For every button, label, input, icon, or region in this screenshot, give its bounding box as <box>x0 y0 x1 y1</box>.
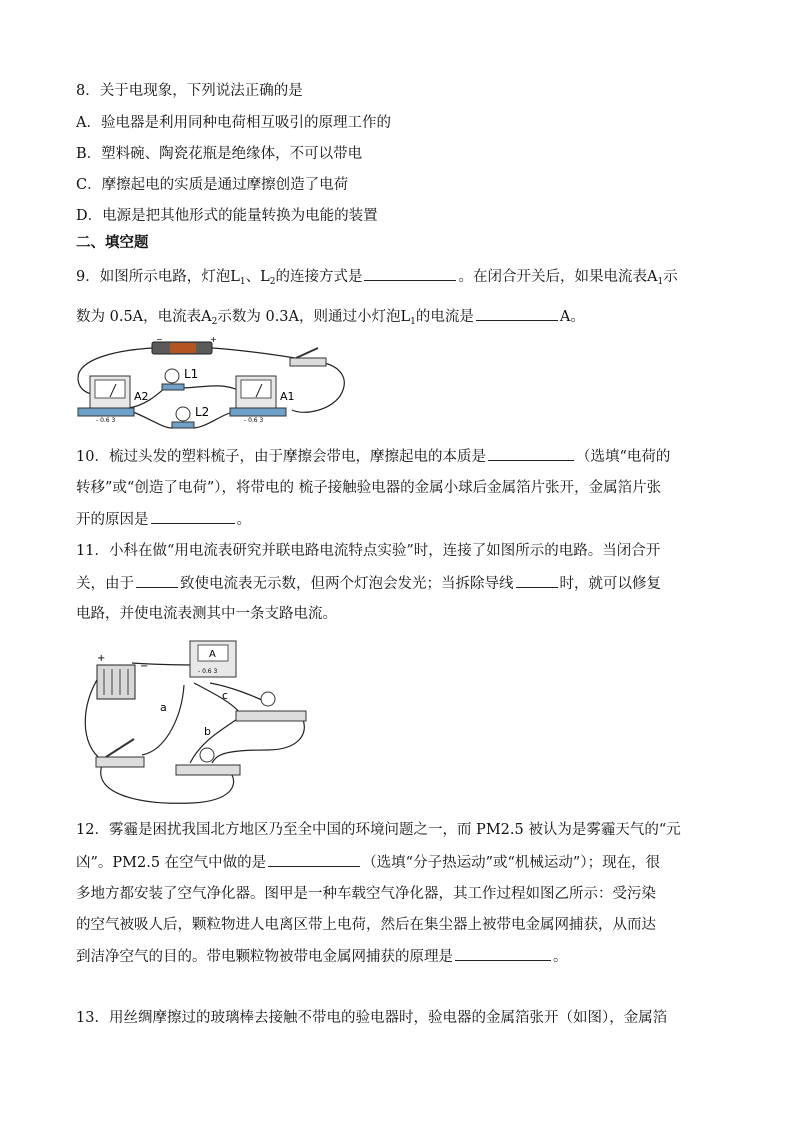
q11-answer-blank-1[interactable] <box>136 573 178 588</box>
wire-c <box>194 683 240 713</box>
switch-icon <box>106 739 134 757</box>
section-heading: 二、填空题 <box>76 235 149 251</box>
q11-line-3: 电路，并使电流表测其中一条支路电流。 <box>76 606 337 622</box>
q8-option-d: D．电源是把其他形式的能量转换为电能的装置 <box>76 208 378 224</box>
q12-line-5: 到洁净空气的目的。带电颗粒物被带电金属网捕获的原理是 。 <box>76 946 568 967</box>
label-wire-b: b <box>204 725 211 738</box>
q8-option-a: A．验电器是利用同种电荷相互吸引的原理工作的 <box>76 115 391 131</box>
q8-stem: 8．关于电现象，下列说法正确的是 <box>76 83 303 99</box>
wire-a <box>142 685 184 755</box>
ammeter-a1-dial <box>241 380 271 398</box>
lamp-lower-base <box>176 765 240 775</box>
q8-option-c: C．摩擦起电的实质是通过摩擦创造了电荷 <box>76 177 349 193</box>
bulb-upper-icon <box>261 692 275 706</box>
label-l1: L1 <box>184 367 199 381</box>
q10-line-3: 开的原因是 。 <box>76 509 251 530</box>
switch-icon <box>296 348 318 358</box>
ammeter-ticks: - 0.6 3 <box>198 668 218 675</box>
q12-line-2: 凶”。PM2.5 在空气中做的是 （选填“分子热运动”或“机械运动”）；现在，很 <box>76 852 660 873</box>
switch-base <box>96 757 144 767</box>
q12-answer-blank-1[interactable] <box>268 852 360 867</box>
wire <box>180 386 238 390</box>
q13-line-1: 13．用丝绸摩擦过的玻璃棒去接触不带电的验电器时，验电器的金属箔张开（如图），金属箔 <box>76 1010 668 1026</box>
q11-circuit-figure <box>72 635 312 810</box>
bulb-lower-icon <box>200 748 214 762</box>
wire-b <box>212 717 304 763</box>
battery-band <box>170 343 196 353</box>
q11-line-1: 11．小科在做“用电流表研究并联电路电流特点实验”时，连接了如图所示的电路。当闭合开 <box>76 543 661 559</box>
lamp-l1-base <box>162 384 184 390</box>
ammeter-a2-dial <box>95 380 125 398</box>
battery-icon <box>97 665 135 699</box>
q10-answer-blank-2[interactable] <box>151 509 235 524</box>
q12-line-3: 多地方都安装了空气净化器。图甲是一种车载空气净化器，其工作过程如图乙所示：受污染 <box>76 886 656 902</box>
q12-line-1: 12．雾霾是困扰我国北方地区乃至全中国的环境问题之一，而 PM2.5 被认为是雾霾天气的“元 <box>76 822 681 838</box>
bulb-l2-icon <box>176 407 190 421</box>
q9-answer-blank-2[interactable] <box>476 306 558 321</box>
battery-plus-label: + <box>97 653 106 664</box>
q12-line-4: 的空气被吸人后，颗粒物进人电离区带上电荷，然后在集尘器上被带电金属网捕获，从而达 <box>76 917 656 933</box>
q9-circuit-figure <box>70 336 350 436</box>
q9-line-2: 数为 0.5A，电流表$A_2$示数为 0.3A，则通过小灯泡$L_1$的电流是 A。 <box>76 306 585 332</box>
wire <box>190 717 240 763</box>
q9-line-1: 9．如图所示电路，灯泡$L_1$、$L_2$的连接方式是 。在闭合开关后，如果电流表$A_1$示 <box>76 266 678 292</box>
ammeter-a2-base <box>78 408 134 416</box>
q10-answer-blank-1[interactable] <box>488 446 574 461</box>
label-l2: L2 <box>195 405 210 419</box>
lamp-upper-base <box>236 711 306 721</box>
lamp-l2-base <box>172 422 194 428</box>
q10-line-2: 转移”或“创造了电荷”），将带电的 梳子接触验电器的金属小球后金属箔片张开，金属箔片张 <box>76 480 662 496</box>
q12-answer-blank-2[interactable] <box>455 946 551 961</box>
q10-line-1: 10．梳过头发的塑料梳子，由于摩擦会带电，摩擦起电的本质是 （选填“电荷的 <box>76 446 670 467</box>
label-a2: A2 <box>134 390 149 403</box>
wire <box>212 348 295 358</box>
label-wire-c: c <box>222 689 229 702</box>
ammeter-a1-ticks: - 0.6 3 <box>244 417 264 424</box>
battery-minus-label: − <box>156 336 163 344</box>
ammeter-a2-ticks: - 0.6 3 <box>96 417 116 424</box>
q11-answer-blank-2[interactable] <box>516 573 558 588</box>
label-wire-a: a <box>160 701 167 714</box>
ammeter-label: A <box>209 649 216 660</box>
bulb-l1-icon <box>165 369 179 383</box>
q8-option-b: B．塑料碗、陶瓷花瓶是绝缘体，不可以带电 <box>76 146 363 162</box>
q11-line-2: 关，由于 致使电流表无示数，但两个灯泡会发光；当拆除导线 时，就可以修复 <box>76 573 661 594</box>
wire <box>128 410 172 428</box>
ammeter-a1-base <box>230 408 286 416</box>
wire <box>292 362 344 412</box>
battery-plus-label: + <box>210 336 217 344</box>
switch-base <box>290 358 326 366</box>
q9-answer-blank-1[interactable] <box>364 266 456 281</box>
label-a1: A1 <box>280 390 295 403</box>
battery-minus-label: − <box>140 661 149 672</box>
